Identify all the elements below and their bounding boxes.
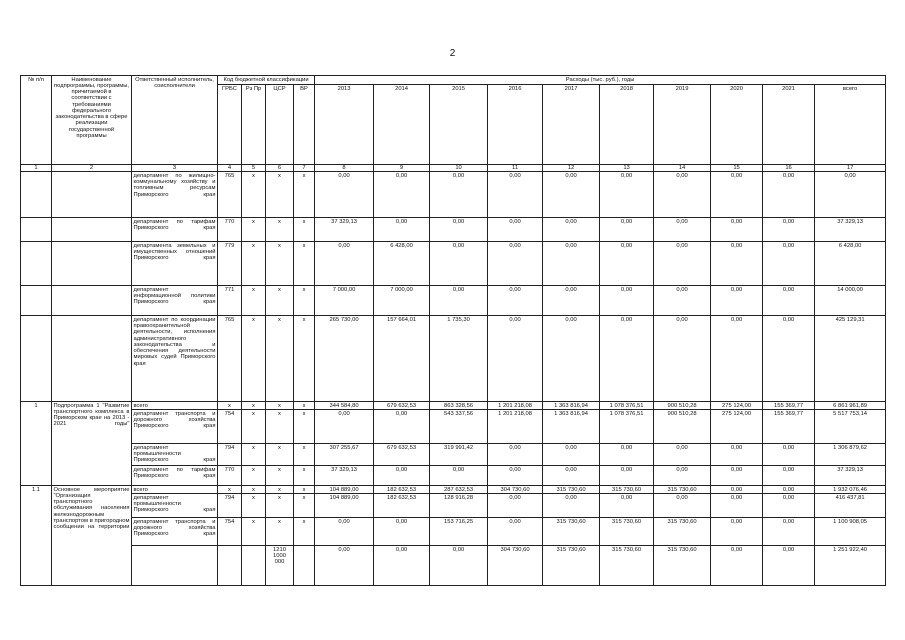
header-expenses: Расходы (тыс. руб.), годы — [315, 76, 886, 85]
cell-total: 425 129,31 — [815, 316, 886, 402]
cell-value: 0,00 — [711, 518, 763, 546]
cell-rzpr: х — [242, 466, 266, 486]
cell-value: 0,00 — [763, 172, 815, 218]
cell-value: 0,00 — [543, 242, 600, 286]
table-row — [21, 494, 886, 518]
column-index-10: 10 — [430, 165, 488, 172]
header-vr: ВР — [294, 85, 315, 165]
cell-value: 0,00 — [430, 172, 488, 218]
cell-value: 679 632,53 — [374, 402, 430, 410]
cell-name — [52, 316, 132, 402]
cell-value: 315 730,60 — [543, 518, 600, 546]
cell-name: Основное мероприятие "Организация транспортного обслуживания населения железнодорожным транспортом в пригородном сообщении на территории — [52, 486, 132, 586]
column-index-16: 16 — [763, 165, 815, 172]
header-year-2019: 2019 — [654, 85, 711, 165]
cell-value: 0,00 — [315, 518, 374, 546]
header-year-2018: 2018 — [600, 85, 654, 165]
table-row — [21, 466, 886, 486]
cell-value: 0,00 — [600, 218, 654, 242]
table-row — [21, 316, 886, 402]
cell-value: 315 730,60 — [654, 518, 711, 546]
cell-value: 6 428,00 — [374, 242, 430, 286]
cell-value: 0,00 — [654, 444, 711, 466]
cell-rzpr: х — [242, 286, 266, 316]
cell-csr: х — [266, 402, 294, 410]
cell-responsible: всего — [132, 486, 218, 494]
cell-name — [52, 286, 132, 316]
cell-grbs: 754 — [218, 518, 242, 546]
cell-responsible: департамент промышленности Приморского края — [132, 494, 218, 518]
cell-value: 0,00 — [315, 172, 374, 218]
cell-total: 6 428,00 — [815, 242, 886, 286]
cell-vr: х — [294, 172, 315, 218]
cell-name — [52, 218, 132, 242]
cell-value: 0,00 — [430, 242, 488, 286]
cell-num — [21, 242, 52, 286]
cell-value: 0,00 — [763, 286, 815, 316]
cell-value: 0,00 — [374, 546, 430, 586]
cell-value: 1 078 376,51 — [600, 410, 654, 444]
cell-value: 0,00 — [488, 466, 543, 486]
cell-rzpr: х — [242, 444, 266, 466]
cell-value: 0,00 — [488, 218, 543, 242]
table-row — [21, 518, 886, 546]
cell-value: 0,00 — [543, 494, 600, 518]
cell-value: 0,00 — [374, 172, 430, 218]
cell-value: 1 078 376,51 — [600, 402, 654, 410]
cell-vr: х — [294, 242, 315, 286]
cell-value: 0,00 — [711, 242, 763, 286]
cell-value: 0,00 — [654, 316, 711, 402]
cell-rzpr: х — [242, 242, 266, 286]
header-total: всего — [815, 85, 886, 165]
column-index-11: 11 — [488, 165, 543, 172]
column-index-2: 2 — [52, 165, 132, 172]
cell-value: 315 730,60 — [600, 546, 654, 586]
cell-value: 307 255,67 — [315, 444, 374, 466]
cell-value: 1 201 218,08 — [488, 402, 543, 410]
cell-value: 344 584,80 — [315, 402, 374, 410]
cell-value: 0,00 — [543, 286, 600, 316]
column-index-12: 12 — [543, 165, 600, 172]
cell-value: 0,00 — [543, 218, 600, 242]
cell-value: 0,00 — [488, 242, 543, 286]
header-year-2017: 2017 — [543, 85, 600, 165]
cell-responsible: департамент по координации правоохранительной деятельности, исполнения административного законодательства и обеспечения деятельности мировых судей Приморского края — [132, 316, 218, 402]
cell-vr: х — [294, 410, 315, 444]
cell-value: 0,00 — [430, 466, 488, 486]
header-year-2014: 2014 — [374, 85, 430, 165]
cell-csr: х — [266, 218, 294, 242]
cell-value: 104 889,00 — [315, 494, 374, 518]
cell-name — [52, 172, 132, 218]
cell-num: 1.1 — [21, 486, 52, 586]
cell-grbs — [218, 546, 242, 586]
cell-value: 0,00 — [600, 286, 654, 316]
cell-value: 315 730,60 — [543, 546, 600, 586]
cell-value: 1 363 816,94 — [543, 410, 600, 444]
cell-value: 0,00 — [488, 172, 543, 218]
cell-rzpr — [242, 546, 266, 586]
cell-value: 0,00 — [711, 316, 763, 402]
cell-total: 6 861 961,89 — [815, 402, 886, 410]
cell-value: 0,00 — [654, 218, 711, 242]
cell-responsible: департамент транспорта и дорожного хозяйства Приморского края — [132, 518, 218, 546]
cell-value: 0,00 — [600, 316, 654, 402]
cell-csr: х — [266, 466, 294, 486]
header-csr: ЦСР — [266, 85, 294, 165]
cell-value: 0,00 — [711, 444, 763, 466]
cell-value: 1 363 816,94 — [543, 402, 600, 410]
cell-csr: х — [266, 444, 294, 466]
cell-value: 7 000,00 — [374, 286, 430, 316]
cell-vr: х — [294, 286, 315, 316]
cell-rzpr: х — [242, 402, 266, 410]
cell-value: 265 730,00 — [315, 316, 374, 402]
cell-value: 0,00 — [711, 172, 763, 218]
cell-value: 0,00 — [374, 518, 430, 546]
table-row — [21, 546, 886, 586]
cell-value: 315 730,60 — [600, 486, 654, 494]
cell-value: 0,00 — [654, 172, 711, 218]
cell-value: 0,00 — [600, 242, 654, 286]
cell-value: 0,00 — [763, 444, 815, 466]
cell-csr: х — [266, 494, 294, 518]
cell-value: 0,00 — [488, 286, 543, 316]
cell-value: 0,00 — [654, 242, 711, 286]
cell-value: 900 510,28 — [654, 402, 711, 410]
cell-value: 0,00 — [654, 466, 711, 486]
cell-name: Подпрограмма 1 "Развитие транспортного комплекса в Приморском крае на 2013 - 2021 годы" — [52, 402, 132, 486]
cell-value: 157 664,01 — [374, 316, 430, 402]
cell-num — [21, 172, 52, 218]
cell-value: 0,00 — [763, 218, 815, 242]
header-name: Наименование подпрограммы, программы, причитаемой в соответствии с требованиями федерального законодательства в сфере реализации государственной программы — [52, 76, 132, 165]
table-row — [21, 486, 886, 494]
cell-responsible: департамента земельных и имущественных отношений Приморского края — [132, 242, 218, 286]
cell-num — [21, 286, 52, 316]
cell-vr: х — [294, 466, 315, 486]
cell-value: 0,00 — [711, 466, 763, 486]
cell-name — [52, 242, 132, 286]
cell-value: 0,00 — [600, 172, 654, 218]
table-row — [21, 172, 886, 218]
cell-grbs: х — [218, 486, 242, 494]
header-year-2013: 2013 — [315, 85, 374, 165]
column-index-6: 6 — [266, 165, 294, 172]
cell-value: 0,00 — [763, 486, 815, 494]
cell-total: 5 517 753,14 — [815, 410, 886, 444]
cell-vr: х — [294, 518, 315, 546]
cell-value: 304 730,60 — [488, 486, 543, 494]
cell-value: 863 328,56 — [430, 402, 488, 410]
cell-value: 182 632,53 — [374, 494, 430, 518]
table-row — [21, 218, 886, 242]
cell-csr: х — [266, 518, 294, 546]
cell-value: 0,00 — [488, 444, 543, 466]
cell-num — [21, 316, 52, 402]
cell-responsible: департамент по жилищно-коммунальному хозяйству и топливным ресурсам Приморского края — [132, 172, 218, 218]
cell-grbs: х — [218, 402, 242, 410]
cell-responsible: всего — [132, 402, 218, 410]
cell-responsible: департамент промышленности Приморского края — [132, 444, 218, 466]
cell-value: 315 730,60 — [654, 486, 711, 494]
cell-value: 182 632,53 — [374, 486, 430, 494]
cell-vr: х — [294, 444, 315, 466]
cell-value: 0,00 — [315, 242, 374, 286]
cell-grbs: 765 — [218, 316, 242, 402]
cell-value: 543 337,56 — [430, 410, 488, 444]
cell-value: 0,00 — [600, 494, 654, 518]
cell-responsible: департамент транспорта и дорожного хозяйства Приморского края — [132, 410, 218, 444]
cell-value: 0,00 — [763, 546, 815, 586]
cell-value: 0,00 — [488, 316, 543, 402]
cell-total: 416 437,81 — [815, 494, 886, 518]
cell-grbs: 794 — [218, 444, 242, 466]
cell-value: 0,00 — [315, 410, 374, 444]
cell-value: 0,00 — [488, 494, 543, 518]
cell-vr: х — [294, 218, 315, 242]
cell-grbs: 765 — [218, 172, 242, 218]
cell-value: 287 632,53 — [430, 486, 488, 494]
header-year-2015: 2015 — [430, 85, 488, 165]
cell-total: 37 329,13 — [815, 466, 886, 486]
cell-csr: х — [266, 316, 294, 402]
cell-value: 0,00 — [763, 316, 815, 402]
cell-value: 0,00 — [763, 518, 815, 546]
cell-csr: х — [266, 410, 294, 444]
cell-value: 1 735,30 — [430, 316, 488, 402]
table-row — [21, 410, 886, 444]
cell-grbs: 794 — [218, 494, 242, 518]
column-index-17: 17 — [815, 165, 886, 172]
cell-csr: х — [266, 486, 294, 494]
cell-value: 0,00 — [488, 518, 543, 546]
cell-value: 0,00 — [543, 444, 600, 466]
column-index-1: 1 — [21, 165, 52, 172]
cell-value: 37 329,13 — [315, 218, 374, 242]
cell-value: 0,00 — [374, 218, 430, 242]
cell-value: 0,00 — [654, 494, 711, 518]
cell-num: 1 — [21, 402, 52, 486]
cell-csr: х — [266, 286, 294, 316]
cell-value: 0,00 — [430, 546, 488, 586]
cell-value: 7 000,00 — [315, 286, 374, 316]
cell-rzpr: х — [242, 316, 266, 402]
cell-num — [21, 218, 52, 242]
cell-value: 153 716,25 — [430, 518, 488, 546]
cell-vr: х — [294, 486, 315, 494]
cell-total: 1 251 922,40 — [815, 546, 886, 586]
cell-value: 0,00 — [374, 466, 430, 486]
cell-rzpr: х — [242, 218, 266, 242]
cell-responsible: департамент по тарифам Приморского края — [132, 218, 218, 242]
column-index-9: 9 — [374, 165, 430, 172]
cell-rzpr: х — [242, 518, 266, 546]
cell-value: 0,00 — [543, 316, 600, 402]
cell-csr: х — [266, 172, 294, 218]
cell-grbs: 779 — [218, 242, 242, 286]
cell-value: 37 329,13 — [315, 466, 374, 486]
cell-value: 315 730,60 — [654, 546, 711, 586]
cell-value: 0,00 — [763, 242, 815, 286]
cell-total: 37 329,13 — [815, 218, 886, 242]
cell-value: 0,00 — [711, 486, 763, 494]
column-index-14: 14 — [654, 165, 711, 172]
cell-value: 0,00 — [711, 494, 763, 518]
cell-value: 1 201 218,08 — [488, 410, 543, 444]
cell-csr: 1210 1000 000 — [266, 546, 294, 586]
page-number: 2 — [449, 48, 456, 59]
cell-value: 0,00 — [600, 444, 654, 466]
cell-value: 0,00 — [711, 286, 763, 316]
column-index-7: 7 — [294, 165, 315, 172]
cell-value: 104 889,00 — [315, 486, 374, 494]
cell-grbs: 770 — [218, 218, 242, 242]
table-row — [21, 444, 886, 466]
cell-rzpr: х — [242, 410, 266, 444]
column-index-13: 13 — [600, 165, 654, 172]
cell-value: 128 916,28 — [430, 494, 488, 518]
cell-total: 1 100 908,05 — [815, 518, 886, 546]
cell-value: 0,00 — [315, 546, 374, 586]
cell-vr: х — [294, 316, 315, 402]
cell-grbs: 771 — [218, 286, 242, 316]
cell-vr — [294, 546, 315, 586]
header-year-2020: 2020 — [711, 85, 763, 165]
cell-value: 275 124,00 — [711, 402, 763, 410]
cell-total: 1 932 076,46 — [815, 486, 886, 494]
cell-csr: х — [266, 242, 294, 286]
expenses-table — [20, 75, 886, 586]
header-budget-code: Код бюджетной классификации — [218, 76, 315, 85]
cell-value: 275 124,00 — [711, 410, 763, 444]
table-row — [21, 286, 886, 316]
cell-vr: х — [294, 494, 315, 518]
column-index-8: 8 — [315, 165, 374, 172]
cell-value: 0,00 — [543, 172, 600, 218]
cell-rzpr: х — [242, 172, 266, 218]
cell-total: 14 000,00 — [815, 286, 886, 316]
header-responsible: Ответственный исполнитель, соисполнители — [132, 76, 218, 165]
cell-responsible: департамент информационной политики Приморского края — [132, 286, 218, 316]
column-index-3: 3 — [132, 165, 218, 172]
cell-value: 315 730,60 — [600, 518, 654, 546]
cell-value: 0,00 — [763, 494, 815, 518]
cell-responsible — [132, 546, 218, 586]
cell-value: 0,00 — [654, 286, 711, 316]
cell-value: 0,00 — [711, 218, 763, 242]
cell-value: 900 510,28 — [654, 410, 711, 444]
cell-value: 304 730,60 — [488, 546, 543, 586]
cell-value: 0,00 — [763, 466, 815, 486]
cell-value: 0,00 — [374, 410, 430, 444]
header-rzpr: Рз Пр — [242, 85, 266, 165]
table-row — [21, 242, 886, 286]
cell-value: 319 991,42 — [430, 444, 488, 466]
table-row — [21, 402, 886, 410]
cell-value: 0,00 — [711, 546, 763, 586]
cell-responsible: департамент по тарифам Приморского края — [132, 466, 218, 486]
cell-grbs: 770 — [218, 466, 242, 486]
cell-value: 0,00 — [430, 218, 488, 242]
header-grbs: ГРБС — [218, 85, 242, 165]
cell-grbs: 754 — [218, 410, 242, 444]
header-year-2016: 2016 — [488, 85, 543, 165]
header-num: № п/п — [21, 76, 52, 165]
cell-value: 679 632,53 — [374, 444, 430, 466]
column-index-4: 4 — [218, 165, 242, 172]
cell-value: 0,00 — [600, 466, 654, 486]
cell-value: 315 730,60 — [543, 486, 600, 494]
cell-value: 0,00 — [543, 466, 600, 486]
cell-total: 0,00 — [815, 172, 886, 218]
cell-vr: х — [294, 402, 315, 410]
cell-value: 155 369,77 — [763, 402, 815, 410]
column-index-row — [21, 165, 886, 172]
column-index-5: 5 — [242, 165, 266, 172]
cell-rzpr: х — [242, 494, 266, 518]
cell-rzpr: х — [242, 486, 266, 494]
header-year-2021: 2021 — [763, 85, 815, 165]
cell-value: 155 369,77 — [763, 410, 815, 444]
cell-value: 0,00 — [430, 286, 488, 316]
column-index-15: 15 — [711, 165, 763, 172]
cell-total: 1 306 879,62 — [815, 444, 886, 466]
